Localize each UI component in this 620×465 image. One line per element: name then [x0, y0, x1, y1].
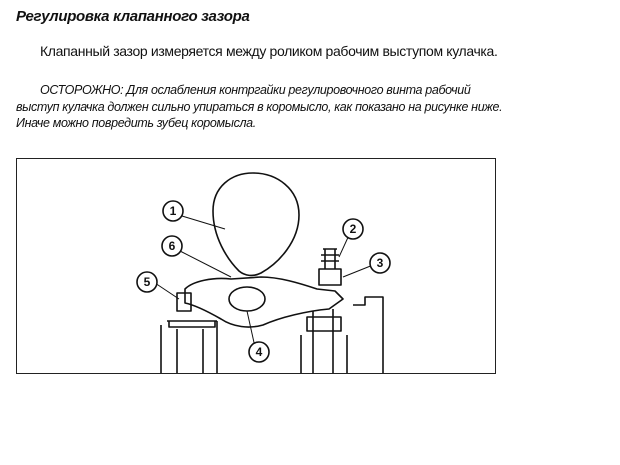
head-contour: [353, 297, 383, 374]
callout-5-label: 5: [143, 275, 151, 289]
left-spring: [161, 321, 217, 374]
callout-3-label: 3: [376, 256, 384, 270]
section-title: Регулировка клапанного зазора: [16, 8, 250, 25]
callout-6-label: 6: [168, 239, 176, 253]
locknut: [319, 269, 341, 285]
caution-text: Для ослабления контргайки регулировочного винта рабочий выступ кулачка должен сильно упираться в коромысло, как показано на рисунке ниже. Иначе можно повредить зубец коромысла.: [16, 83, 503, 130]
valve-clearance-figure: [16, 158, 496, 374]
callout-2-label: 2: [349, 222, 357, 236]
rocker-roller: [229, 287, 265, 311]
callout-4-label: 4: [255, 345, 263, 359]
rocker-tip: [177, 293, 191, 311]
callout-1-label: 1: [169, 204, 177, 218]
caution-note: [16, 82, 506, 132]
valve-diagram: [17, 159, 496, 374]
body-paragraph: Клапанный зазор измеряется между роликом рабочим выступом кулачка.: [40, 43, 498, 59]
cam-lobe: [213, 173, 299, 275]
adjusting-screw: [323, 249, 337, 269]
right-valve: [307, 309, 341, 374]
caution-label: ОСТОРОЖНО:: [40, 83, 124, 97]
